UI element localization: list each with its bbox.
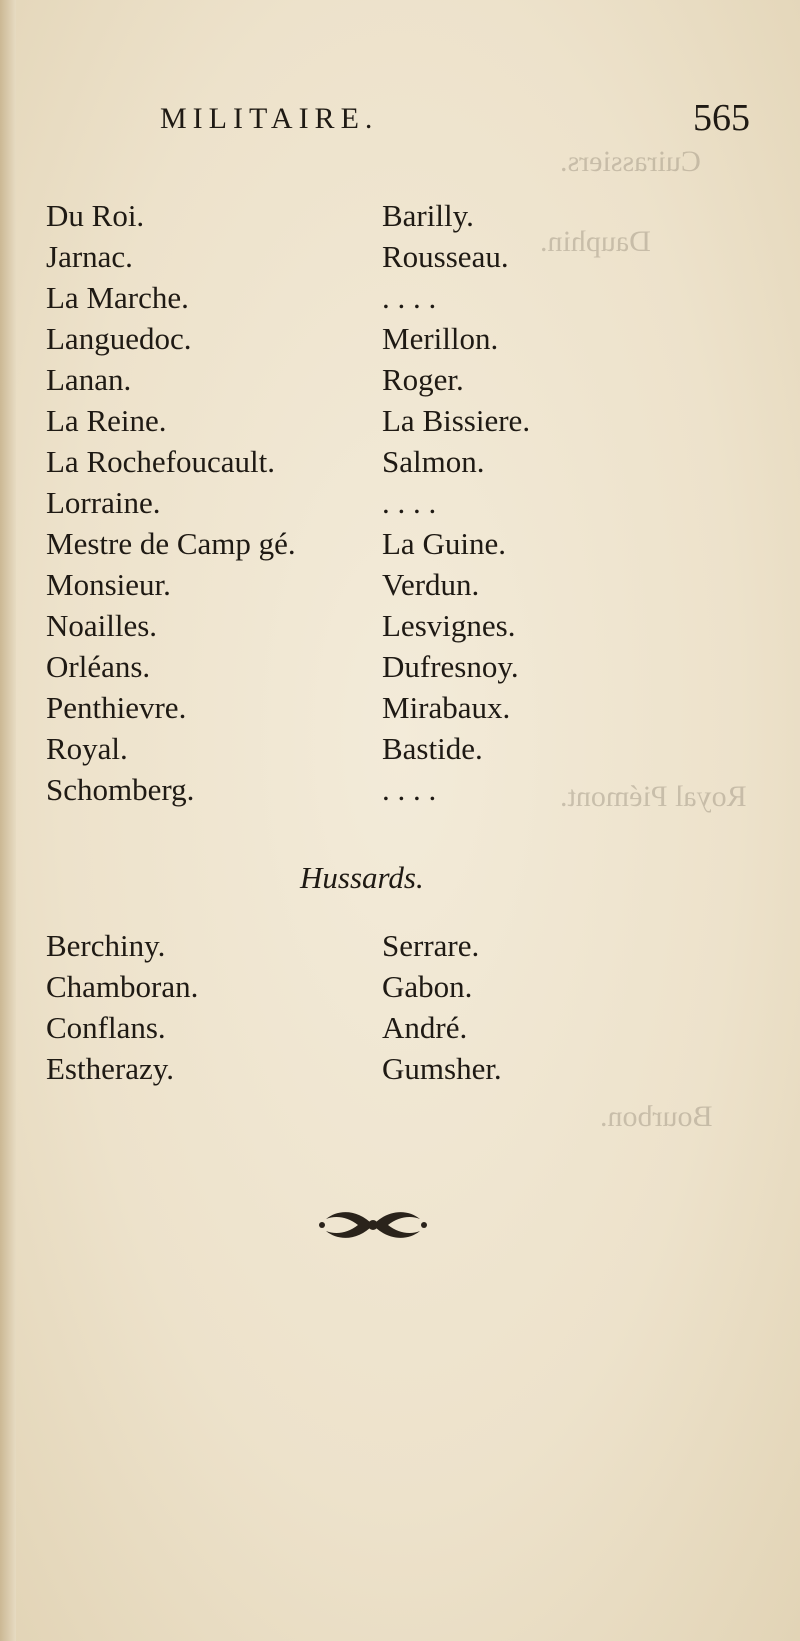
regiment-name: La Rochefoucault. — [46, 444, 275, 479]
list-item — [46, 687, 706, 728]
regiment-name: La Marche. — [46, 280, 189, 315]
list-item — [46, 359, 706, 400]
bleed-through-text: Cuirassiers. — [560, 145, 701, 178]
regiment-list — [46, 195, 706, 810]
surgeon-name: Verdun. — [382, 567, 480, 602]
list-item — [46, 236, 706, 277]
regiment-name: Jarnac. — [46, 239, 133, 274]
regiment-name: Noailles. — [46, 608, 158, 643]
list-item — [46, 925, 706, 966]
regiment-name: Languedoc. — [46, 321, 192, 356]
regiment-name: Schomberg. — [46, 772, 195, 807]
page-header — [160, 97, 750, 142]
surgeon-name: Mirabaux. — [382, 690, 511, 725]
surgeon-name: La Guine. — [382, 526, 506, 561]
regiment-name: Du Roi. — [46, 198, 145, 233]
surgeon-name: Gabon. — [382, 969, 473, 1004]
regiment-name: Berchiny. — [46, 928, 166, 963]
regiment-name: Orléans. — [46, 649, 151, 684]
regiment-name: Conflans. — [46, 1010, 166, 1045]
surgeon-name: Roger. — [382, 362, 464, 397]
list-item — [46, 400, 706, 441]
bleed-through-text: Bourbon. — [600, 1100, 713, 1133]
list-item — [46, 277, 706, 318]
surgeon-name: Lesvignes. — [382, 608, 516, 643]
regiment-name: Royal. — [46, 731, 128, 766]
list-item — [46, 318, 706, 359]
surgeon-name: André. — [382, 1010, 468, 1045]
list-item — [46, 605, 706, 646]
list-item — [46, 523, 706, 564]
list-item — [46, 1007, 706, 1048]
regiment-name: Lanan. — [46, 362, 132, 397]
page-number: 565 — [693, 97, 750, 139]
surgeon-name: Dufresnoy. — [382, 649, 519, 684]
regiment-name: La Reine. — [46, 403, 167, 438]
surgeon-name: Bastide. — [382, 731, 483, 766]
list-item — [46, 728, 706, 769]
section-heading-hussards: Hussards. — [300, 860, 424, 895]
surgeon-name: . . . . — [382, 280, 437, 315]
surgeon-name: . . . . — [382, 485, 437, 520]
regiment-name: Mestre de Camp gé. — [46, 526, 296, 561]
regiment-name: Monsieur. — [46, 567, 171, 602]
list-item — [46, 482, 706, 523]
surgeon-name: Gumsher. — [382, 1051, 502, 1086]
list-item — [46, 1048, 706, 1089]
surgeon-name: Rousseau. — [382, 239, 509, 274]
list-item — [46, 646, 706, 687]
list-item — [46, 195, 706, 236]
running-title: MILITAIRE. — [160, 102, 379, 135]
list-item — [46, 966, 706, 1007]
regiment-name: Chamboran. — [46, 969, 199, 1004]
bleed-through-text: Dauphin. — [540, 225, 651, 258]
list-item — [46, 564, 706, 605]
surgeon-name: Serrare. — [382, 928, 480, 963]
list-item — [46, 441, 706, 482]
regiment-name: Lorraine. — [46, 485, 161, 520]
regiment-name: Estherazy. — [46, 1051, 174, 1086]
surgeon-name: Salmon. — [382, 444, 485, 479]
surgeon-name: Merillon. — [382, 321, 499, 356]
surgeon-name: La Bissiere. — [382, 403, 531, 438]
regiment-name: Penthievre. — [46, 690, 187, 725]
list-item — [46, 769, 706, 810]
surgeon-name: Barilly. — [382, 198, 474, 233]
bleed-through-text: Royal Piémont. — [560, 780, 747, 813]
surgeon-name: . . . . — [382, 772, 437, 807]
hussards-list — [46, 925, 706, 1089]
page-spine-edge — [0, 0, 16, 1641]
printer-ornament-icon — [318, 1205, 428, 1245]
